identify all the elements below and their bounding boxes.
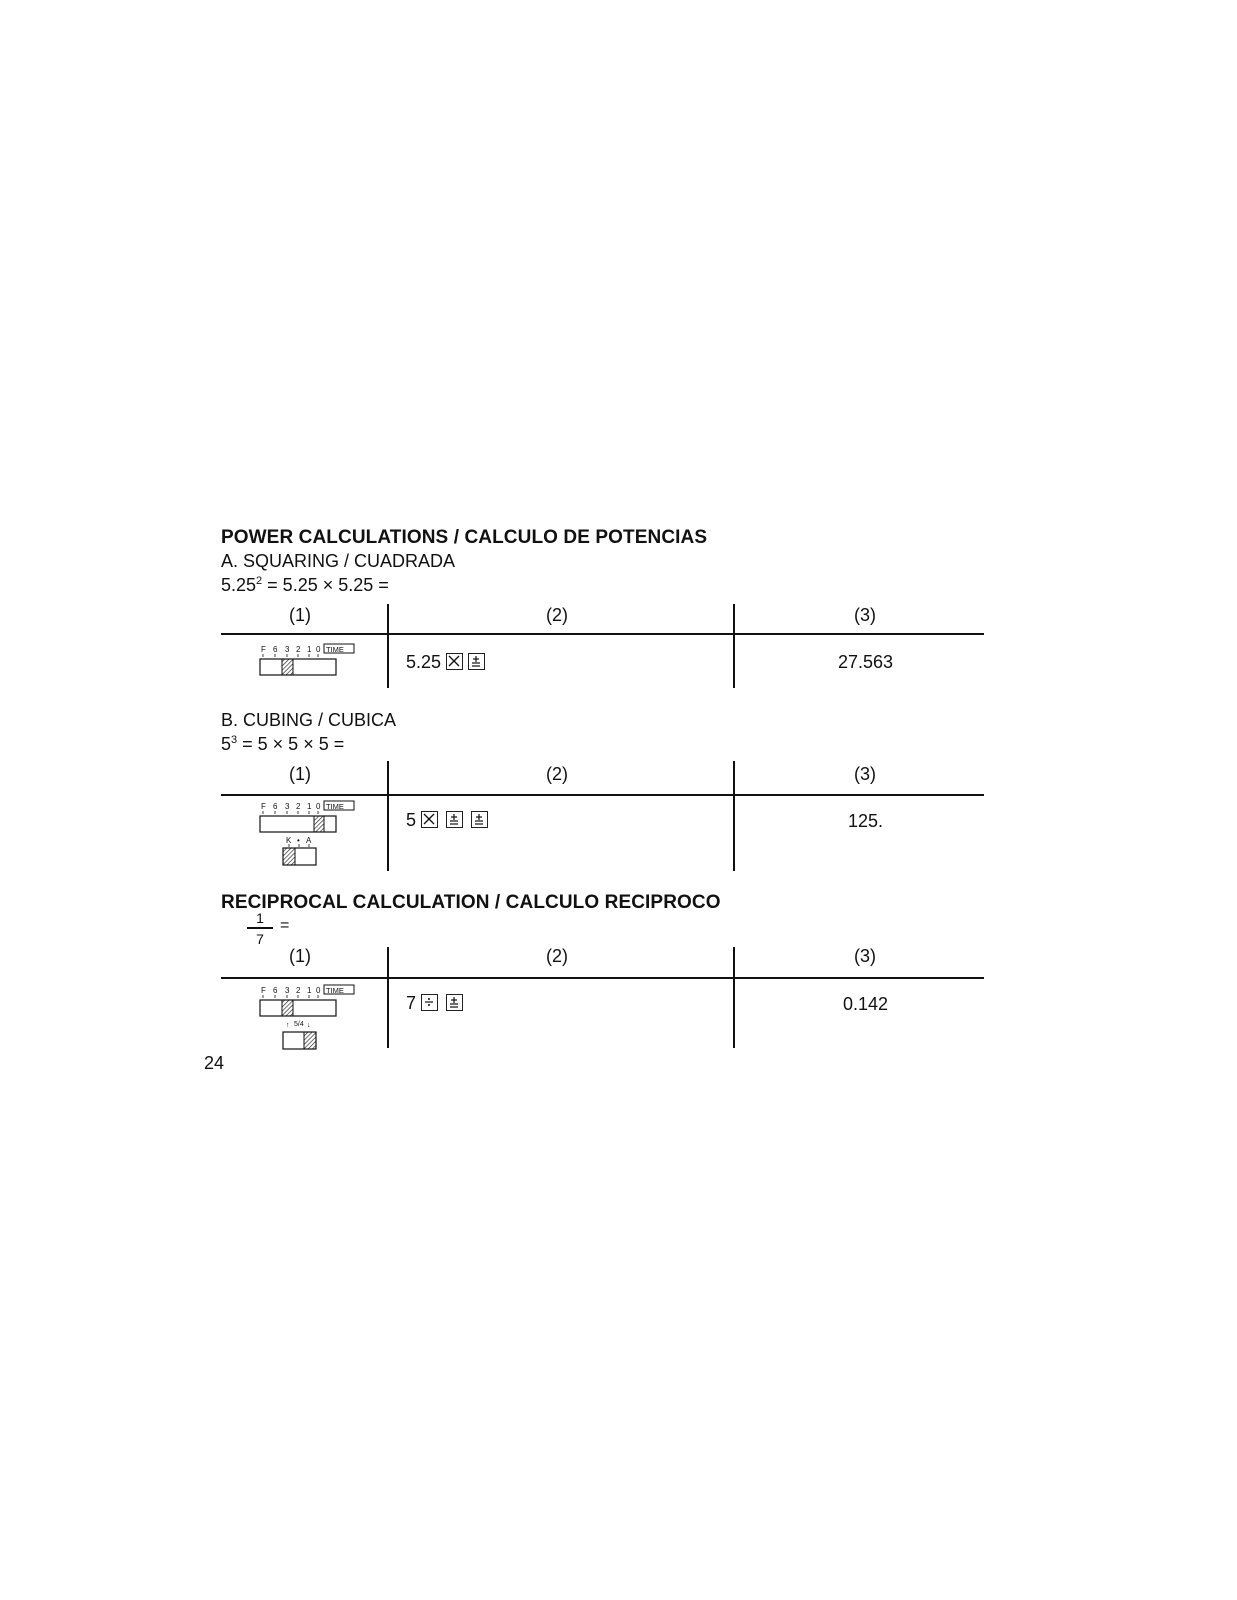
formula-base: 5 xyxy=(221,734,232,754)
time-label: TIME xyxy=(326,802,344,811)
switch-label: 2 xyxy=(296,645,301,654)
multiply-key xyxy=(446,653,463,670)
formula-exponent: 3 xyxy=(231,734,238,746)
switch-label: 1 xyxy=(307,645,312,654)
section-title-reciprocal: RECIPROCAL CALCULATION / CALCULO RECIPROCO xyxy=(221,892,721,913)
decimal-switch-diagram xyxy=(258,643,358,679)
table-rule xyxy=(221,977,984,979)
switch-label: 0 xyxy=(316,802,321,811)
equals-plus-key xyxy=(471,811,488,828)
sub-switch-label: • xyxy=(297,836,300,845)
sub-switch-label: ↓ xyxy=(307,1022,311,1029)
sub-switch-label: A xyxy=(306,836,312,845)
switch-label: 1 xyxy=(307,986,312,995)
col-header-2: (2) xyxy=(546,946,568,966)
switch-label: 1 xyxy=(307,802,312,811)
section-title-power: POWER CALCULATIONS / CALCULO DE POTENCIAS xyxy=(221,527,708,548)
switch-label: 3 xyxy=(285,802,290,811)
squaring-heading: A. SQUARING / CUADRADA xyxy=(221,551,456,571)
entry-value: 5.25 xyxy=(406,652,442,672)
entry-value: 5 xyxy=(406,810,417,830)
sub-switch-label: 5/4 xyxy=(294,1021,304,1028)
decimal-switch-diagram xyxy=(258,984,358,1052)
formula-rest: = 5.25 × 5.25 = xyxy=(262,575,389,595)
equals-plus-key xyxy=(468,653,485,670)
fraction-equals: = xyxy=(280,917,290,934)
col-header-3: (3) xyxy=(854,605,876,625)
table-rule xyxy=(221,633,984,635)
switch-label: 6 xyxy=(273,802,278,811)
col-header-3: (3) xyxy=(854,946,876,966)
column-divider xyxy=(733,761,735,871)
entry-cell xyxy=(406,810,488,831)
col-header-3: (3) xyxy=(854,764,876,784)
switch-label: F xyxy=(261,645,266,654)
switch-label: 2 xyxy=(296,802,301,811)
entry-value: 7 xyxy=(406,993,417,1013)
fraction-bar xyxy=(247,927,273,929)
col-header-1: (1) xyxy=(289,764,311,784)
result-value: 125. xyxy=(848,811,884,831)
time-label: TIME xyxy=(326,986,344,995)
switch-label: 2 xyxy=(296,986,301,995)
squaring-formula xyxy=(221,575,389,596)
formula-rest: = 5 × 5 × 5 = xyxy=(237,734,345,754)
result-value: 0.142 xyxy=(843,994,889,1014)
switch-label: 0 xyxy=(316,986,321,995)
switch-label: 3 xyxy=(285,986,290,995)
column-divider xyxy=(387,761,389,871)
switch-label: 0 xyxy=(316,645,321,654)
sub-switch-label: ↑ xyxy=(286,1022,290,1029)
switch-label: 6 xyxy=(273,986,278,995)
fraction-numerator: 1 xyxy=(256,910,264,926)
col-header-2: (2) xyxy=(546,605,568,625)
fraction-denominator: 7 xyxy=(256,931,264,947)
column-divider xyxy=(733,604,735,688)
column-divider xyxy=(387,947,389,1048)
multiply-key xyxy=(421,811,438,828)
cubing-formula xyxy=(221,734,344,755)
page-number: 24 xyxy=(204,1053,225,1073)
switch-label: 3 xyxy=(285,645,290,654)
entry-cell xyxy=(406,993,463,1014)
switch-label: 6 xyxy=(273,645,278,654)
entry-cell xyxy=(406,652,485,673)
formula-exponent: 2 xyxy=(256,575,263,587)
equals-plus-key xyxy=(446,994,463,1011)
formula-base: 5.25 xyxy=(221,575,257,595)
column-divider xyxy=(733,947,735,1048)
decimal-switch-diagram xyxy=(258,800,358,868)
switch-label: F xyxy=(261,802,266,811)
cubing-heading: B. CUBING / CUBICA xyxy=(221,710,397,730)
switch-label: F xyxy=(261,986,266,995)
col-header-1: (1) xyxy=(289,605,311,625)
col-header-2: (2) xyxy=(546,764,568,784)
col-header-1: (1) xyxy=(289,946,311,966)
column-divider xyxy=(387,604,389,688)
result-value: 27.563 xyxy=(838,652,894,672)
sub-switch-label: K xyxy=(286,836,292,845)
equals-plus-key xyxy=(446,811,463,828)
table-rule xyxy=(221,794,984,796)
time-label: TIME xyxy=(326,645,344,654)
divide-key xyxy=(421,994,438,1011)
